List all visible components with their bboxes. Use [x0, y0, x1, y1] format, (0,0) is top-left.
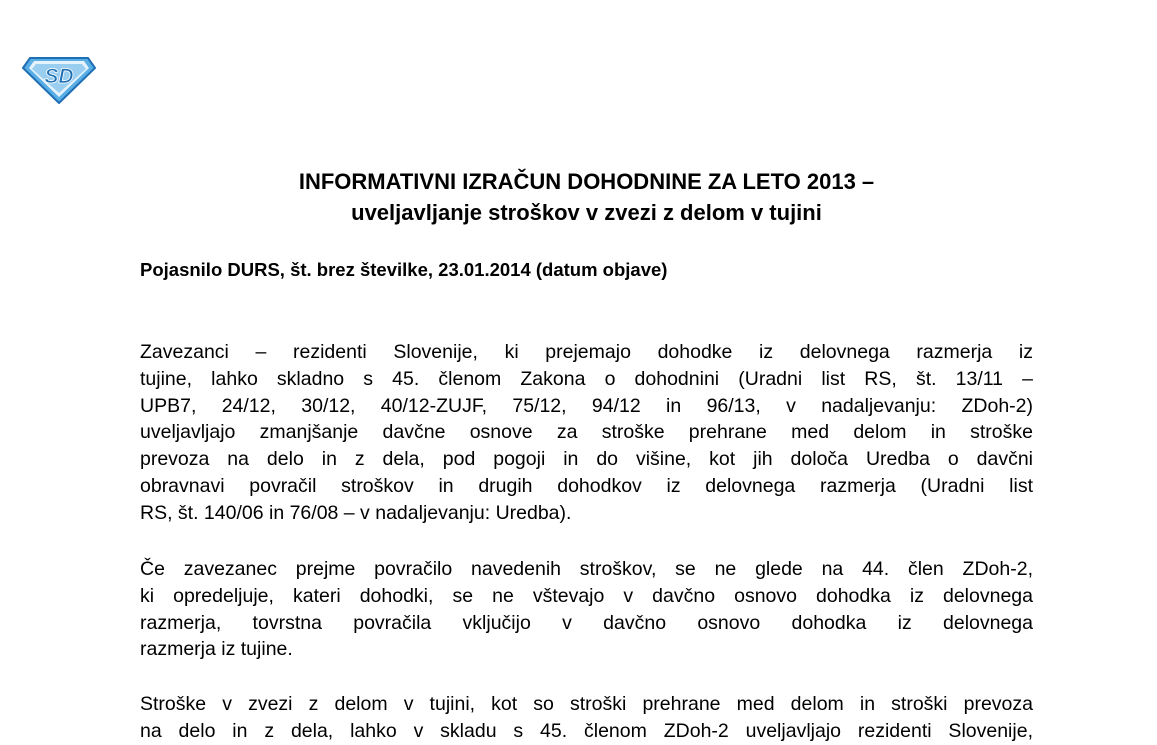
paragraph-1	[140, 339, 1033, 527]
paragraph-3	[140, 691, 1033, 745]
paragraph-line: na delo in z dela, lahko v skladu s 45. členom ZDoh-2 uveljavljajo rezidenti Slovenije,	[140, 719, 1033, 742]
paragraph-line: tujine, lahko skladno s 45. členom Zakona o dohodnini (Uradni list RS, št. 13/11 –	[140, 367, 1033, 390]
paragraph-line: razmerja iz tujine.	[140, 638, 293, 661]
sd-shield-logo-icon	[22, 50, 96, 104]
document-subtitle: Pojasnilo DURS, št. brez številke, 23.01.2014 (datum objave)	[140, 259, 668, 280]
svg-text:SD: SD	[44, 65, 74, 88]
document-title-line2: uveljavljanje stroškov v zvezi z delom v tujini	[351, 200, 822, 225]
paragraph-line: ki opredeljuje, kateri dohodki, se ne vštevajo v davčno osnovo dohodka iz delovnega	[140, 584, 1033, 607]
paragraph-line: razmerja, tovrstna povračila vključijo v davčno osnovo dohodka iz delovnega	[140, 611, 1033, 634]
paragraph-line: prevoza na delo in z dela, pod pogoji in do višine, kot jih določa Uredba o davčni	[140, 448, 1033, 471]
paragraph-line: UPB7, 24/12, 30/12, 40/12-ZUJF, 75/12, 94/12 in 96/13, v nadaljevanju: ZDoh-2)	[140, 394, 1033, 417]
paragraph-2	[140, 556, 1033, 663]
paragraph-line: RS, št. 140/06 in 76/08 – v nadaljevanju: Uredba).	[140, 501, 572, 524]
paragraph-line: Če zavezanec prejme povračilo navedenih stroškov, se ne glede na 44. člen ZDoh-2,	[140, 558, 1033, 580]
document-title-line1: INFORMATIVNI IZRAČUN DOHODNINE ZA LETO 2013 –	[298, 169, 875, 194]
paragraph-line: Zavezanci – rezidenti Slovenije, ki prejemajo dohodke iz delovnega razmerja iz	[140, 341, 1033, 363]
paragraph-line: Stroške v zvezi z delom v tujini, kot so stroški prehrane med delom in stroški prevoza	[140, 693, 1033, 715]
paragraph-line: obravnavi povračil stroškov in drugih dohodkov iz delovnega razmerja (Uradni list	[140, 474, 1033, 497]
paragraph-line: uveljavljajo zmanjšanje davčne osnove za stroške prehrane med delom in stroške	[140, 421, 1033, 444]
